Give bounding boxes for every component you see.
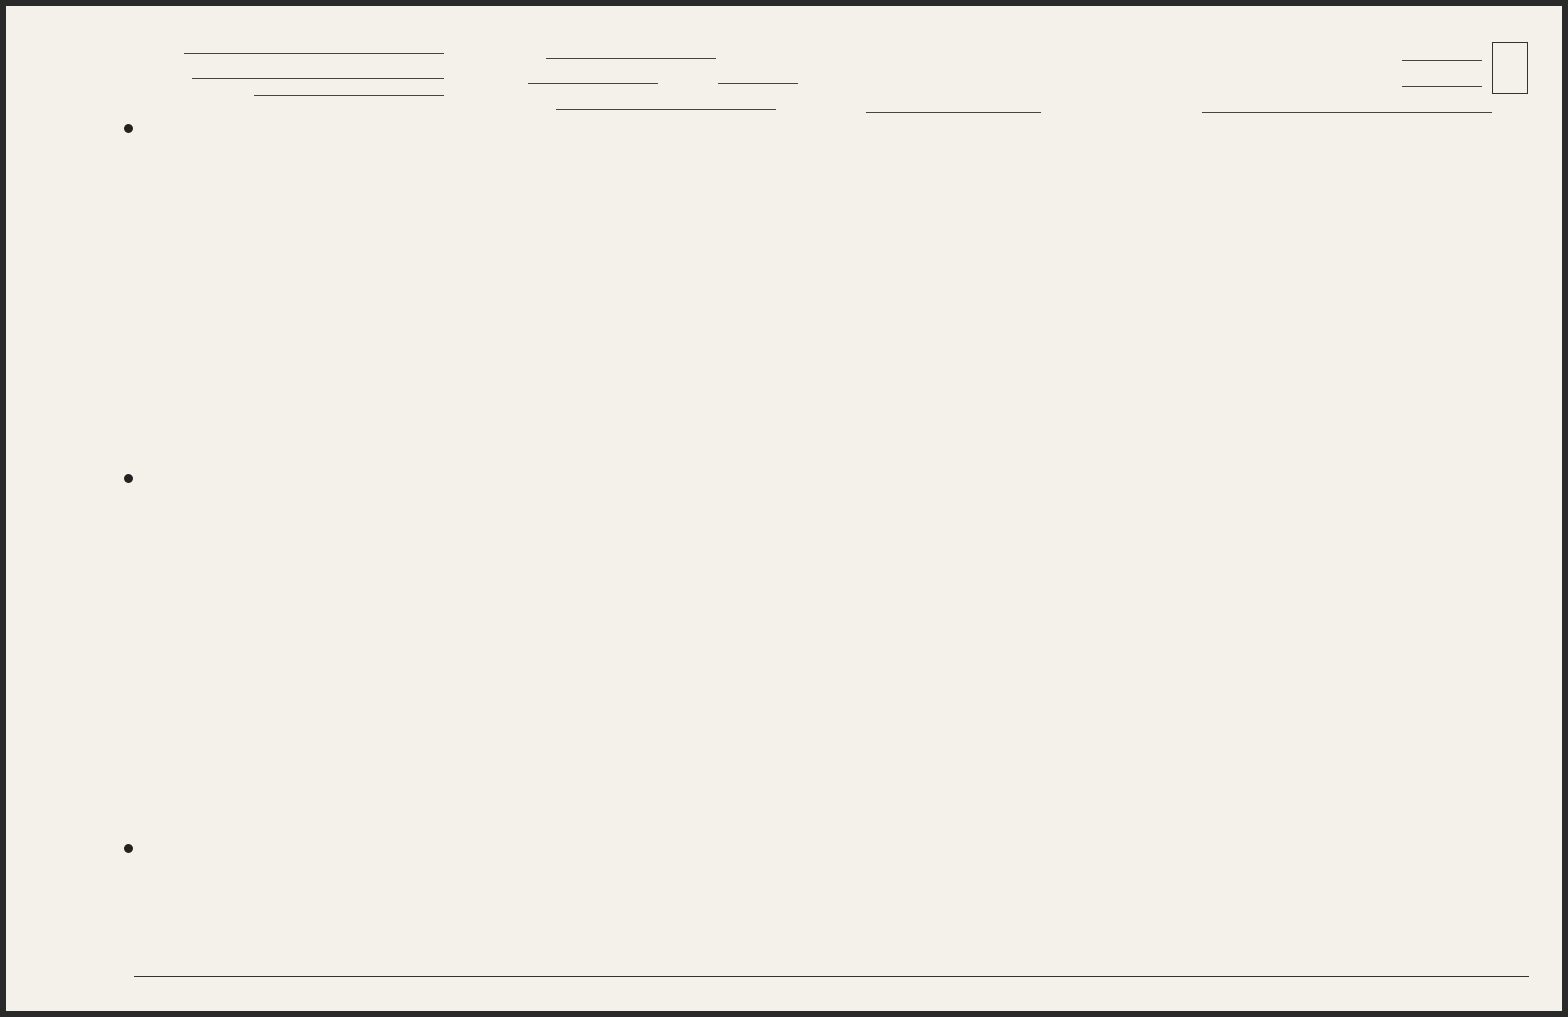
census-sheet [6, 6, 1562, 1011]
schedule-grid [6, 6, 1562, 1011]
footer [134, 976, 1529, 1010]
